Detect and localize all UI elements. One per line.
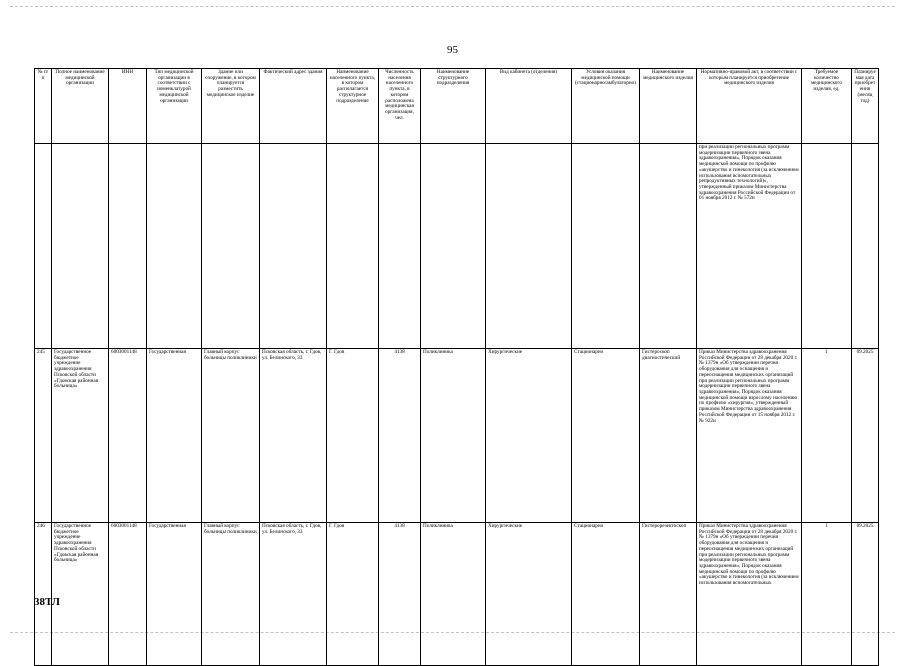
equipment-table bbox=[34, 68, 879, 666]
col-header-qty: Требуемое количество медицинского изделия, ед. bbox=[802, 69, 852, 144]
row-number: 245 bbox=[35, 349, 52, 523]
col-header-unit: Наименование структурного подразделения bbox=[421, 69, 486, 144]
col-header-num: № п/п bbox=[35, 69, 52, 144]
building: Главный корпус больницы поликлиники bbox=[202, 523, 260, 666]
care-conditions: Стационарно bbox=[572, 523, 640, 666]
col-header-org: Полное наименование медицинской организации bbox=[52, 69, 109, 144]
row-number: 246 bbox=[35, 523, 52, 666]
quantity: 1 bbox=[802, 349, 852, 523]
col-header-type: Тип медицинской организации в соответствии с номенклатурой медицинской организации bbox=[147, 69, 202, 144]
col-header-conditions: Условия оказания медицинской помощи (стационарно/амбулаторно) bbox=[572, 69, 640, 144]
continuation-row bbox=[35, 144, 879, 349]
quantity: 1 bbox=[802, 523, 852, 666]
settlement: Г. Гдов bbox=[327, 349, 379, 523]
device-name: Гистероскоп диагностический bbox=[640, 349, 697, 523]
legal-act: Приказ Министерства здравоохранения Российской Федерации от 28 декабря 2020 г. № 1379н «Об утверждении перечня оборудования для оснащения и переоснащения медицинских организаций при реализации региональных программ модернизации первичного звена здравоохранения», Порядок оказания медицинской помощи взрослому населению по профилю «хирургия», утвержденный приказом Министерства здравоохранения Российской Федерации от 15 ноября 2012 г. № 922н bbox=[697, 349, 802, 523]
address: Псковская область, г. Гдов, ул. Белинского, 33 bbox=[260, 349, 327, 523]
room-type: Хирургические bbox=[486, 523, 572, 666]
org-name: Государственное бюджетное учреждение здравоохранения Псковской области «Гдовская районная больница» bbox=[52, 523, 109, 666]
inn: 6003001148 bbox=[109, 349, 147, 523]
unit: Поликлиника bbox=[421, 523, 486, 666]
address: Псковская область, г. Гдов, ул. Белинского, 33 bbox=[260, 523, 327, 666]
col-header-building: Здание или сооружение, в котором планируется разместить медицинское изделие bbox=[202, 69, 260, 144]
col-header-act: Нормативно-правовой акт, в соответствии с которым планируется приобретение медицинского изделия bbox=[697, 69, 802, 144]
room-type: Хирургические bbox=[486, 349, 572, 523]
top-scan-edge bbox=[10, 6, 895, 7]
unit: Поликлиника bbox=[421, 349, 486, 523]
building: Главный корпус больницы поликлиники bbox=[202, 349, 260, 523]
col-header-population: Численность населения населенного пункта, в котором расположена медицинская организация, чел. bbox=[379, 69, 421, 144]
settlement: Г. Гдов bbox=[327, 523, 379, 666]
header-row bbox=[35, 69, 879, 144]
org-name: Государственное бюджетное учреждение здравоохранения Псковской области «Гдовская районная больница» bbox=[52, 349, 109, 523]
legal-act: Приказ Министерства здравоохранения Российской Федерации от 28 декабря 2020 г. № 1379н «Об утверждении перечня оборудования для оснащения и переоснащения медицинских организаций при реализации региональных программ модернизации первичного звена здравоохранения», Порядок оказания медицинской помощи по профилю «акушерство и гинекология (за исключением использования вспомогательных bbox=[697, 523, 802, 666]
page-number: 95 bbox=[447, 44, 458, 56]
population: 4138 bbox=[379, 523, 421, 666]
device-name: Гистерорезектоскоп bbox=[640, 523, 697, 666]
inn: 6003001148 bbox=[109, 523, 147, 666]
col-header-room: Вид кабинета (отделения) bbox=[486, 69, 572, 144]
table-row bbox=[35, 349, 879, 523]
col-header-device: Наименование медицинского изделия bbox=[640, 69, 697, 144]
care-conditions: Стационарно bbox=[572, 349, 640, 523]
population: 4138 bbox=[379, 349, 421, 523]
col-header-address: Фактический адрес здания bbox=[260, 69, 327, 144]
org-type: Государственная bbox=[147, 349, 202, 523]
planned-date: 09.2025 bbox=[852, 523, 879, 666]
footer-code: 38ТЛ bbox=[34, 596, 60, 608]
col-header-settlement: Наименование населенного пункта, в котором располагается структурное подразделение bbox=[327, 69, 379, 144]
table-row bbox=[35, 523, 879, 666]
continuation-act-text: при реализации региональных программ модернизации первичного звена здравоохранения», Порядок оказания медицинской помощи по профилю «акушерство и гинекология (за исключением использования вспомогательных репродуктивных технологий)», утвержденный приказом Министерства здравоохранения Российской Федерации от 01 ноября 2012 г. № 572н bbox=[697, 144, 802, 349]
col-header-date: Планируемая дата приобретения (месяц год) bbox=[852, 69, 879, 144]
col-header-inn: ИНН bbox=[109, 69, 147, 144]
planned-date: 09.2025 bbox=[852, 349, 879, 523]
org-type: Государственная bbox=[147, 523, 202, 666]
